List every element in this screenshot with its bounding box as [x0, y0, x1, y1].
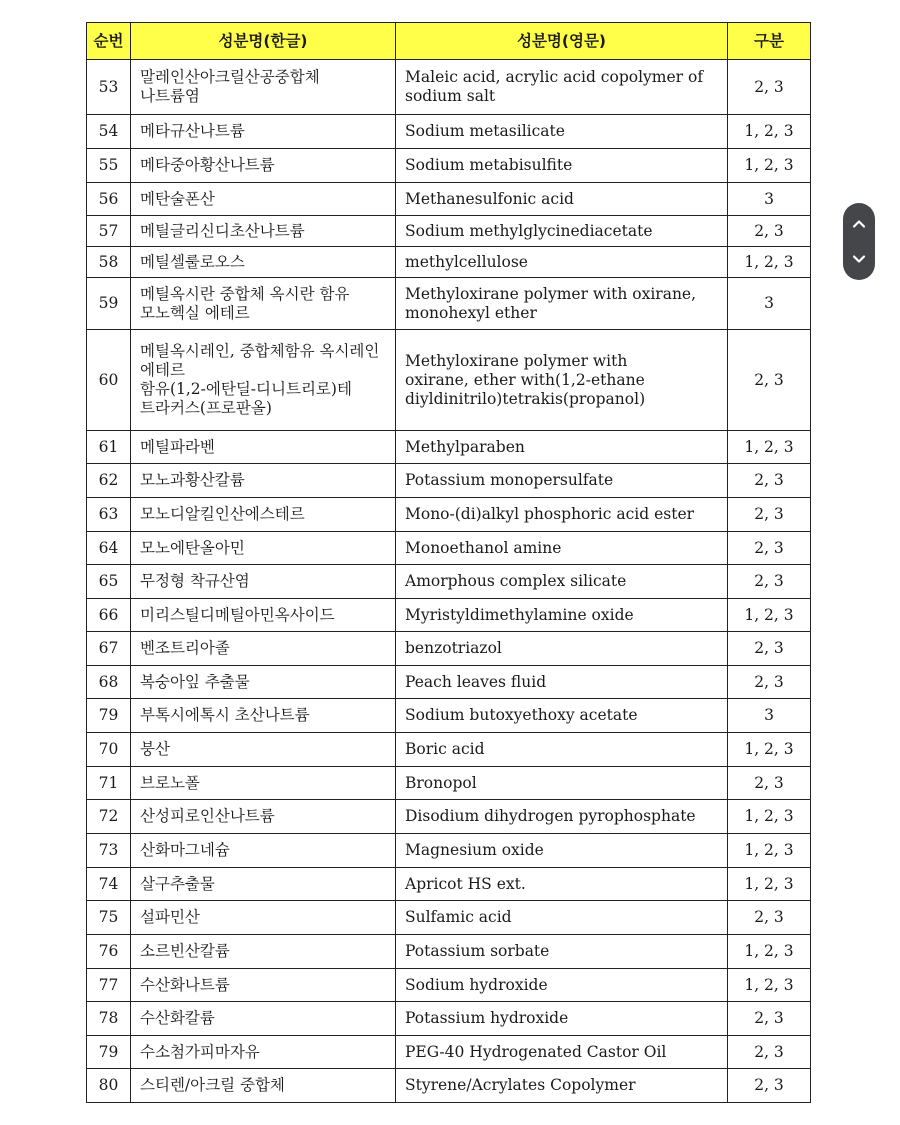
table-row — [87, 1036, 811, 1069]
table-row — [87, 834, 811, 868]
row-number: 60 — [87, 330, 131, 431]
scroll-down-button[interactable] — [843, 240, 875, 278]
table-row — [87, 969, 811, 1002]
row-category: 2, 3 — [728, 216, 811, 247]
row-category: 2, 3 — [728, 565, 811, 599]
row-korean-name: 복숭아잎 추출물 — [131, 666, 396, 699]
page-scroll-widget — [843, 203, 875, 280]
row-number: 80 — [87, 1069, 131, 1103]
row-number: 55 — [87, 149, 131, 183]
row-english-name: Sodium methylglycinediacetate — [396, 216, 728, 247]
chevron-down-icon — [851, 251, 867, 267]
row-category: 1, 2, 3 — [728, 599, 811, 632]
table-row — [87, 666, 811, 699]
table-row — [87, 247, 811, 278]
row-english-name: Peach leaves fluid — [396, 666, 728, 699]
table-row — [87, 216, 811, 247]
row-number: 71 — [87, 767, 131, 800]
row-number: 61 — [87, 431, 131, 464]
row-korean-name: 모노에탄올아민 — [131, 532, 396, 565]
row-korean-name: 메틸글리신디초산나트륨 — [131, 216, 396, 247]
row-category: 2, 3 — [728, 901, 811, 935]
row-number: 79 — [87, 699, 131, 733]
row-korean-name: 메틸옥시레인, 중합체함유 옥시레인 에테르 함유(1,2-에탄딜-디니트리로)테 트라커스(프로판올) — [131, 330, 396, 431]
row-korean-name: 메타규산나트륨 — [131, 115, 396, 149]
row-korean-name: 산화마그네슘 — [131, 834, 396, 868]
row-category: 3 — [728, 183, 811, 216]
row-category: 2, 3 — [728, 60, 811, 115]
row-category: 2, 3 — [728, 498, 811, 532]
row-number: 59 — [87, 278, 131, 330]
row-category: 1, 2, 3 — [728, 431, 811, 464]
row-english-name: Myristyldimethylamine oxide — [396, 599, 728, 632]
row-english-name: Monoethanol amine — [396, 532, 728, 565]
row-number: 77 — [87, 969, 131, 1002]
row-english-name: benzotriazol — [396, 632, 728, 666]
row-number: 65 — [87, 565, 131, 599]
row-category: 1, 2, 3 — [728, 115, 811, 149]
row-category: 2, 3 — [728, 1002, 811, 1036]
table-row — [87, 800, 811, 834]
row-korean-name: 스티렌/아크릴 중합체 — [131, 1069, 396, 1103]
row-number: 70 — [87, 733, 131, 767]
row-english-name: methylcellulose — [396, 247, 728, 278]
row-english-name: Disodium dihydrogen pyrophosphate — [396, 800, 728, 834]
chevron-up-icon — [851, 216, 867, 232]
row-korean-name: 말레인산아크릴산공중합체 나트륨염 — [131, 60, 396, 115]
table-row — [87, 330, 811, 431]
row-category: 3 — [728, 278, 811, 330]
row-english-name: Potassium monopersulfate — [396, 464, 728, 498]
table-row — [87, 464, 811, 498]
row-korean-name: 수산화칼륨 — [131, 1002, 396, 1036]
row-number: 53 — [87, 60, 131, 115]
row-english-name: Mono-(di)alkyl phosphoric acid ester — [396, 498, 728, 532]
row-korean-name: 벤조트리아졸 — [131, 632, 396, 666]
row-category: 1, 2, 3 — [728, 935, 811, 969]
table-row — [87, 115, 811, 149]
row-korean-name: 붕산 — [131, 733, 396, 767]
row-english-name: Sodium hydroxide — [396, 969, 728, 1002]
table-row — [87, 599, 811, 632]
row-korean-name: 메타중아황산나트륨 — [131, 149, 396, 183]
row-english-name: Potassium hydroxide — [396, 1002, 728, 1036]
row-english-name: Sodium metabisulfite — [396, 149, 728, 183]
table-header — [87, 23, 811, 60]
row-category: 1, 2, 3 — [728, 834, 811, 868]
row-korean-name: 수소첨가피마자유 — [131, 1036, 396, 1069]
row-english-name: Sulfamic acid — [396, 901, 728, 935]
row-category: 2, 3 — [728, 464, 811, 498]
table-row — [87, 699, 811, 733]
header-korean-name: 성분명(한글) — [131, 23, 396, 60]
row-english-name: Sodium metasilicate — [396, 115, 728, 149]
table-row — [87, 60, 811, 115]
row-number: 64 — [87, 532, 131, 565]
row-korean-name: 산성피로인산나트륨 — [131, 800, 396, 834]
row-english-name: Magnesium oxide — [396, 834, 728, 868]
row-korean-name: 부톡시에톡시 초산나트륨 — [131, 699, 396, 733]
table-row — [87, 935, 811, 969]
row-number: 68 — [87, 666, 131, 699]
row-english-name: Amorphous complex silicate — [396, 565, 728, 599]
scroll-up-button[interactable] — [843, 205, 875, 243]
row-english-name: Apricot HS ext. — [396, 868, 728, 901]
row-english-name: Methyloxirane polymer with oxirane, monohexyl ether — [396, 278, 728, 330]
row-number: 74 — [87, 868, 131, 901]
row-category: 2, 3 — [728, 767, 811, 800]
row-category: 1, 2, 3 — [728, 868, 811, 901]
row-number: 54 — [87, 115, 131, 149]
row-number: 76 — [87, 935, 131, 969]
table-body — [87, 60, 811, 1103]
row-category: 2, 3 — [728, 632, 811, 666]
row-number: 58 — [87, 247, 131, 278]
row-number: 67 — [87, 632, 131, 666]
table-row — [87, 1069, 811, 1103]
row-category: 1, 2, 3 — [728, 149, 811, 183]
row-korean-name: 수산화나트륨 — [131, 969, 396, 1002]
row-korean-name: 소르빈산칼륨 — [131, 935, 396, 969]
table-row — [87, 632, 811, 666]
header-english-name: 성분명(영문) — [396, 23, 728, 60]
table-row — [87, 733, 811, 767]
table-row — [87, 498, 811, 532]
row-korean-name: 모노과황산칼륨 — [131, 464, 396, 498]
row-english-name: Methylparaben — [396, 431, 728, 464]
row-korean-name: 무정형 착규산염 — [131, 565, 396, 599]
row-english-name: Sodium butoxyethoxy acetate — [396, 699, 728, 733]
row-korean-name: 살구추출물 — [131, 868, 396, 901]
row-english-name: Methanesulfonic acid — [396, 183, 728, 216]
table-row — [87, 183, 811, 216]
row-english-name: PEG-40 Hydrogenated Castor Oil — [396, 1036, 728, 1069]
row-korean-name: 메틸파라벤 — [131, 431, 396, 464]
header-row — [87, 23, 811, 60]
row-number: 63 — [87, 498, 131, 532]
row-number: 75 — [87, 901, 131, 935]
table-row — [87, 278, 811, 330]
row-korean-name: 모노디알킬인산에스테르 — [131, 498, 396, 532]
row-category: 1, 2, 3 — [728, 733, 811, 767]
table-row — [87, 901, 811, 935]
row-english-name: Maleic acid, acrylic acid copolymer of sodium salt — [396, 60, 728, 115]
row-korean-name: 메틸셀룰로오스 — [131, 247, 396, 278]
row-number: 79 — [87, 1036, 131, 1069]
row-category: 1, 2, 3 — [728, 247, 811, 278]
row-korean-name: 브로노폴 — [131, 767, 396, 800]
ingredients-table — [86, 22, 811, 1103]
table-row — [87, 1002, 811, 1036]
row-category: 2, 3 — [728, 330, 811, 431]
table-row — [87, 149, 811, 183]
row-english-name: Methyloxirane polymer with oxirane, ether with(1,2-ethane diyldinitrilo)tetrakis(propanol) — [396, 330, 728, 431]
row-korean-name: 미리스틸디메틸아민옥사이드 — [131, 599, 396, 632]
row-number: 62 — [87, 464, 131, 498]
table-row — [87, 532, 811, 565]
row-english-name: Boric acid — [396, 733, 728, 767]
row-english-name: Styrene/Acrylates Copolymer — [396, 1069, 728, 1103]
row-number: 72 — [87, 800, 131, 834]
table-row — [87, 431, 811, 464]
row-category: 1, 2, 3 — [728, 969, 811, 1002]
row-category: 2, 3 — [728, 532, 811, 565]
row-category: 2, 3 — [728, 1069, 811, 1103]
row-category: 3 — [728, 699, 811, 733]
row-korean-name: 설파민산 — [131, 901, 396, 935]
table-row — [87, 868, 811, 901]
row-korean-name: 메틸옥시란 중합체 옥시란 함유 모노헥실 에테르 — [131, 278, 396, 330]
row-number: 78 — [87, 1002, 131, 1036]
row-number: 66 — [87, 599, 131, 632]
row-english-name: Bronopol — [396, 767, 728, 800]
row-category: 2, 3 — [728, 1036, 811, 1069]
row-number: 57 — [87, 216, 131, 247]
row-korean-name: 메탄술폰산 — [131, 183, 396, 216]
header-category: 구분 — [728, 23, 811, 60]
table-row — [87, 565, 811, 599]
row-number: 56 — [87, 183, 131, 216]
header-number: 순번 — [87, 23, 131, 60]
table-row — [87, 767, 811, 800]
row-category: 2, 3 — [728, 666, 811, 699]
row-category: 1, 2, 3 — [728, 800, 811, 834]
row-english-name: Potassium sorbate — [396, 935, 728, 969]
row-number: 73 — [87, 834, 131, 868]
